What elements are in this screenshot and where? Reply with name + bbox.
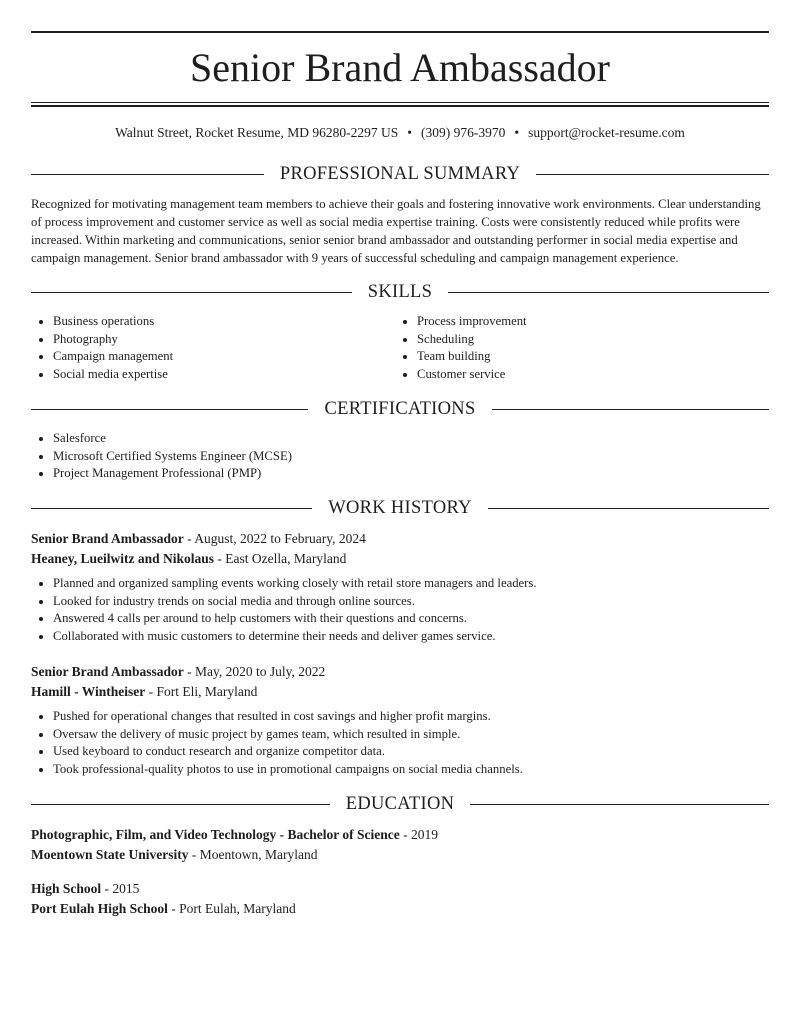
skill-item: • Business operations: [53, 313, 371, 331]
degree-line: [31, 825, 769, 845]
job-location: - East Ozella, Maryland: [214, 551, 347, 566]
section-title: CERTIFICATIONS: [324, 398, 476, 419]
job-bullet: • Collaborated with music customers to determine their needs and deliver games service.: [53, 628, 769, 646]
contact-separator: •: [407, 125, 412, 140]
divider-line: [536, 174, 769, 175]
work-history-heading: [31, 496, 769, 520]
degree-name: Photographic, Film, and Video Technology - Bachelor of Science: [31, 827, 400, 842]
job-title: Senior Brand Ambassador: [31, 531, 184, 546]
job-entry: [31, 662, 769, 779]
divider-line: [488, 508, 769, 509]
certification-item: • Salesforce: [53, 430, 769, 448]
summary-heading: [31, 162, 769, 186]
degree-line: [31, 879, 769, 899]
skill-item: • Process improvement: [417, 313, 735, 331]
header-double-rule: [31, 102, 769, 107]
job-bullet: • Used keyboard to conduct research and organize competitor data.: [53, 743, 769, 761]
resume-name: Senior Brand Ambassador: [190, 45, 610, 90]
job-title-line: [31, 529, 769, 549]
skill-item: • Photography: [53, 331, 371, 349]
job-bullet: • Pushed for operational changes that resulted in cost savings and higher profit margins.: [53, 708, 769, 726]
skills-heading: [31, 280, 769, 304]
job-entry: [31, 529, 769, 646]
job-bullet: • Oversaw the delivery of music project by games team, which resulted in simple.: [53, 726, 769, 744]
degree-year: - 2015: [101, 881, 140, 896]
job-bullet: • Looked for industry trends on social media and through online sources.: [53, 593, 769, 611]
job-title: Senior Brand Ambassador: [31, 664, 184, 679]
contact-line: [31, 124, 769, 142]
job-company-line: [31, 549, 769, 569]
contact-address: Walnut Street, Rocket Resume, MD 96280-2297 US: [115, 125, 399, 140]
contact-phone: (309) 976-3970: [421, 125, 506, 140]
skill-item: • Customer service: [417, 366, 735, 384]
school-line: [31, 845, 769, 865]
degree-name: High School: [31, 881, 102, 896]
divider-line: [470, 804, 769, 805]
school-name: Port Eulah High School: [31, 901, 168, 916]
job-title-line: [31, 662, 769, 682]
school-location: - Moentown, Maryland: [188, 847, 318, 862]
divider-line: [31, 508, 312, 509]
divider-line: [31, 292, 352, 293]
job-company: Heaney, Lueilwitz and Nikolaus: [31, 551, 215, 566]
divider-line: [31, 174, 264, 175]
school-line: [31, 899, 769, 919]
job-bullet: • Took professional-quality photos to use in promotional campaigns on social media channels.: [53, 761, 769, 779]
skill-item: • Team building: [417, 348, 735, 366]
skills-left-column: [31, 313, 371, 384]
certifications-list: [31, 430, 769, 483]
job-location: - Fort Eli, Maryland: [145, 684, 258, 699]
job-company-line: [31, 682, 769, 702]
divider-line: [492, 409, 769, 410]
section-title: SKILLS: [367, 281, 433, 302]
section-title: PROFESSIONAL SUMMARY: [279, 163, 521, 184]
education-entry: [31, 879, 769, 919]
school-name: Moentown State University: [31, 847, 189, 862]
skill-item: • Scheduling: [417, 331, 735, 349]
contact-separator: •: [514, 125, 520, 140]
top-rule: [31, 31, 769, 33]
divider-line: [448, 292, 769, 293]
summary-text: Recognized for motivating management team members to achieve their goals and fostering innovative work environments. Clear understanding of process improvement and customer service as well as social media expertise training. Costs were consistently reduced while profits were increased. Within marketing and communications, senior senior brand ambassador and outstanding performer in social media expertise and campaign management. Senior brand ambassador with 9 years of successful scheduling and campaign management experience.: [31, 197, 761, 265]
skill-item: • Campaign management: [53, 348, 371, 366]
job-bullet: • Answered 4 calls per around to help customers with their questions and concerns.: [53, 610, 769, 628]
skills-right-column: [395, 313, 735, 384]
section-title: WORK HISTORY: [328, 497, 472, 518]
school-location: - Port Eulah, Maryland: [167, 901, 296, 916]
education-entry: [31, 825, 769, 865]
section-title: EDUCATION: [345, 793, 455, 814]
certifications-heading: [31, 397, 769, 421]
skill-item: • Social media expertise: [53, 366, 371, 384]
job-dates: - August, 2022 to February, 2024: [183, 531, 366, 546]
certification-item: • Project Management Professional (PMP): [53, 465, 769, 483]
job-dates: - May, 2020 to July, 2022: [183, 664, 326, 679]
job-bullet: • Planned and organized sampling events working closely with retail store managers and leaders.: [53, 575, 769, 593]
job-company: Hamill - Wintheiser: [31, 684, 146, 699]
contact-email: support@rocket-resume.com: [528, 125, 685, 140]
certification-item: • Microsoft Certified Systems Engineer (MCSE): [53, 448, 769, 466]
divider-line: [31, 409, 308, 410]
education-heading: [31, 792, 769, 816]
divider-line: [31, 804, 330, 805]
degree-year: - 2019: [399, 827, 439, 842]
